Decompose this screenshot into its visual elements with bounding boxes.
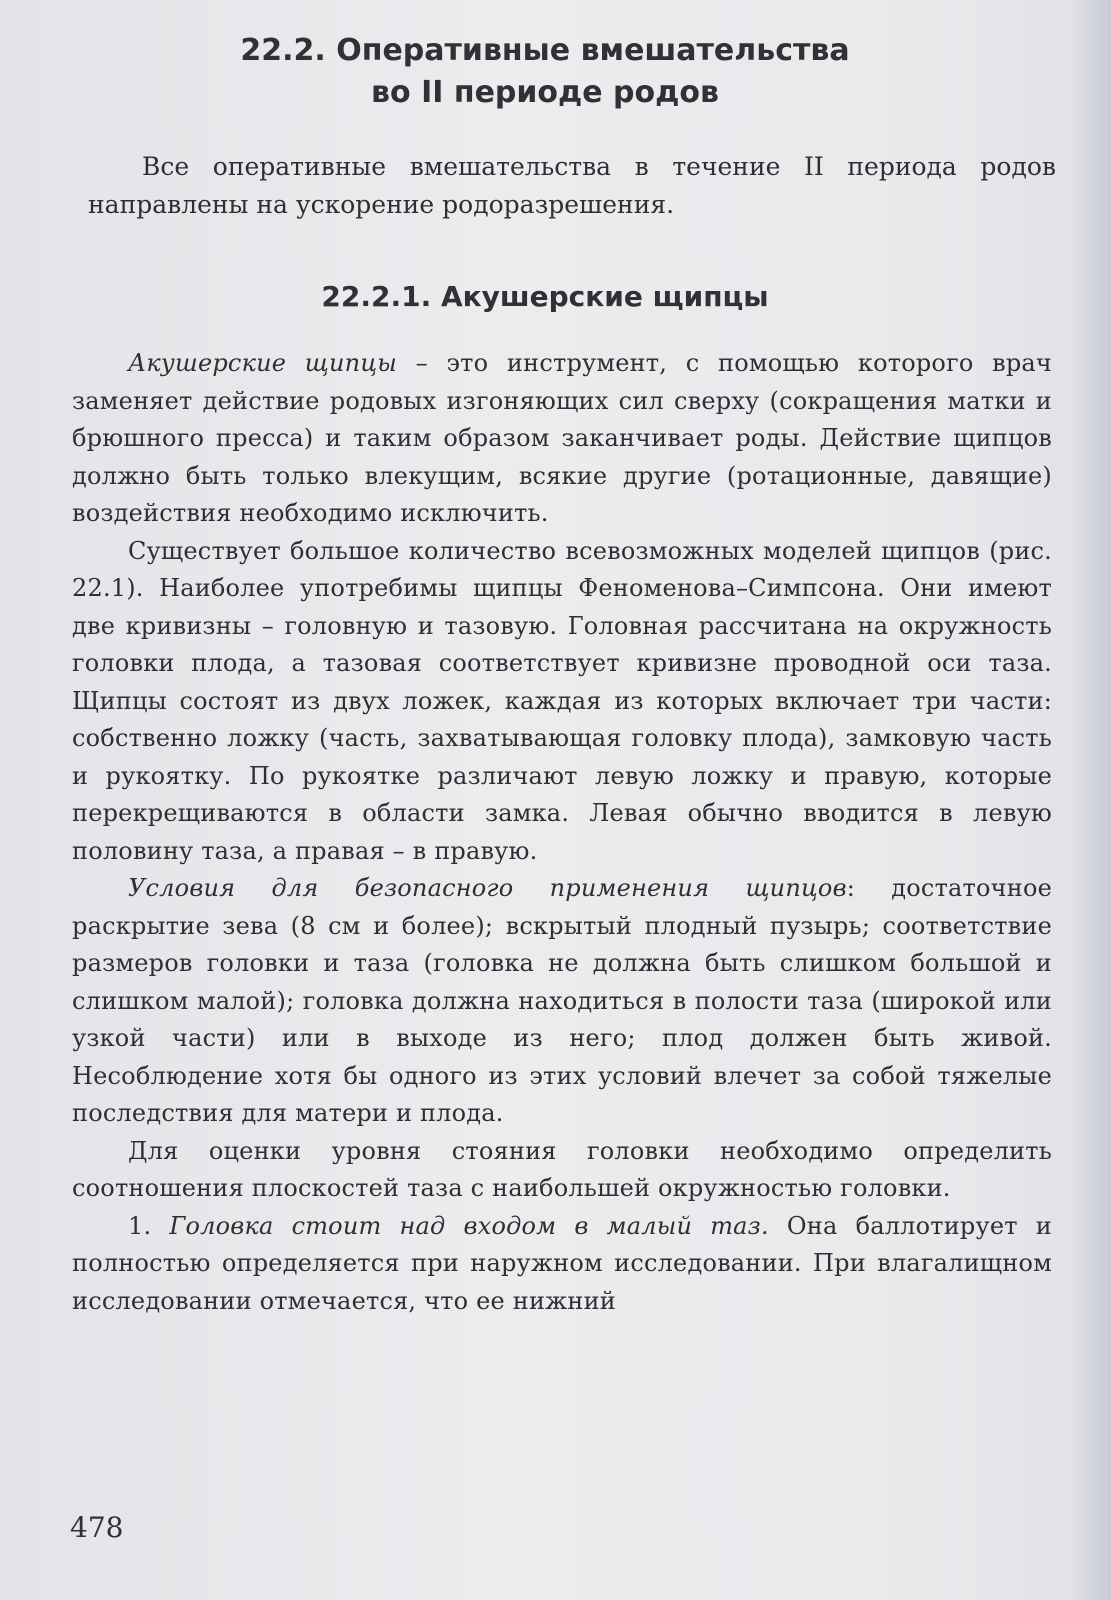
intro-paragraph <box>88 148 1056 224</box>
paragraph-conditions-text: : достаточное раскрытие зева (8 см и более); вскрытый плодный пузырь; соответствие размеров головки и таза (головка не должна быть слишком большой и слишком малой); головка должна находиться в полости таза (широкой или узкой части) или в выходе из него; плод должен быть живой. Несоблюдение хотя бы одного из этих условий влечет за собой тяжелые последствия для матери и плода. <box>72 874 1052 1127</box>
page-edge-shadow <box>1069 0 1111 1600</box>
paragraph-conditions <box>72 870 1052 1133</box>
intro-line-1: Все оперативные вмешательства в течение II периода родов <box>142 152 1056 181</box>
section-heading-line-2: во II периоде родов <box>371 75 719 110</box>
item-number: 1. <box>128 1211 170 1240</box>
paragraph-item-1 <box>72 1208 1052 1321</box>
paragraph-models <box>72 533 1052 871</box>
term-conditions: Условия для безопасного применения щипцов <box>128 874 847 902</box>
term-head-above-inlet: Головка стоит над входом в малый таз. <box>169 1211 769 1240</box>
page-number: 478 <box>70 1511 124 1544</box>
body-text <box>72 345 1052 1320</box>
section-heading-line-1: 22.2. Оперативные вмешательства <box>240 33 850 68</box>
term-forceps: Акушерские щипцы <box>128 349 398 377</box>
paragraph-definition <box>72 345 1052 533</box>
subsection-heading: 22.2.1. Акушерские щипцы <box>321 280 769 313</box>
intro-line-2: направлены на ускорение родоразрешения. <box>88 190 675 219</box>
paragraph-models-text: Существует большое количество всевозможных моделей щипцов (рис. 22.1). Наиболее употребимы щипцы Феноменова–Симпсона. Они имеют две кривизны – головную и тазовую. Головная рассчитана на окружность головки плода, а тазовая соответствует кривизне проводной оси таза. Щипцы состоят из двух ложек, каждая из которых включает три части: собственно ложку (часть, захватывающая головку плода), замковую часть и рукоятку. По рукоятке различают левую ложку и правую, которые перекрещиваются в области замка. Левая обычно вводится в левую половину таза, а правая – в правую. <box>72 536 1052 865</box>
paragraph-head-level <box>72 1133 1052 1208</box>
section-heading <box>160 30 930 114</box>
paragraph-item-1-text: Она баллотирует и полностью определяется при наружном исследовании. При влагалищном исследовании отмечается, что ее нижний <box>72 1211 1052 1315</box>
paragraph-definition-text: – это инструмент, с помощью которого врач заменяет действие родовых изгоняющих сил сверху (сокращения матки и брюшного пресса) и таким образом заканчивает роды. Действие щипцов должно быть только влекущим, всякие другие (ротационные, давящие) воздействия необходимо исключить. <box>72 349 1052 527</box>
paragraph-head-level-text: Для оценки уровня стояния головки необходимо определить соотношения плоскостей таза с наибольшей окружностью головки. <box>72 1136 1052 1202</box>
